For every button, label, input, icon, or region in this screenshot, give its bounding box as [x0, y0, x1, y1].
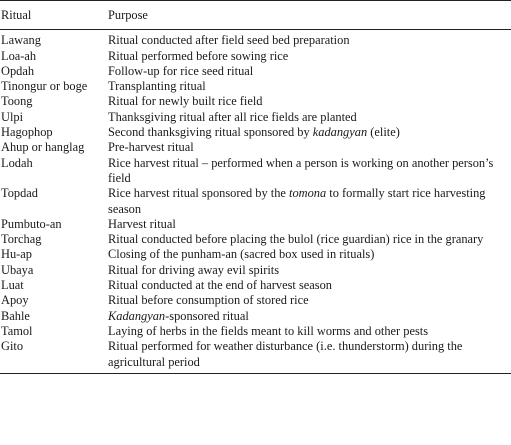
ritual-purpose-cell: [108, 186, 511, 217]
purpose-text: -sponsored ritual: [165, 308, 249, 323]
ritual-name-cell: Lawang: [1, 33, 41, 48]
ritual-purpose-cell: [108, 140, 511, 155]
purpose-text: Ritual before consumption of stored rice: [108, 293, 309, 308]
header-row: [0, 1, 511, 30]
ritual-purpose-cell: [108, 339, 511, 373]
purpose-text: Pre-harvest ritual: [108, 140, 194, 155]
table-row: [0, 186, 511, 217]
table-row: [0, 125, 511, 140]
table-row: [0, 309, 511, 324]
ritual-purpose-cell: [108, 125, 511, 140]
purpose-text: Thanksgiving ritual after all rice fields are planted: [108, 109, 357, 124]
ritual-purpose-cell: [108, 263, 511, 278]
ritual-name-cell: Hagophop: [1, 125, 53, 140]
ritual-name-cell: Lodah: [1, 155, 33, 170]
purpose-text: Ritual performed before sowing rice: [108, 48, 289, 63]
purpose-text: Laying of herbs in the fields meant to kill worms and other pests: [108, 323, 429, 338]
ritual-name-cell: Torchag: [1, 232, 42, 247]
table-header: [0, 1, 511, 30]
ritual-name-cell: Topdad: [1, 186, 38, 201]
ritual-name-cell: Opdah: [1, 63, 35, 78]
table-row: [0, 293, 511, 308]
table-row: [0, 110, 511, 125]
ritual-name-cell: Pumbuto-an: [1, 216, 62, 231]
ritual-name-cell: Toong: [1, 94, 33, 109]
purpose-text: Rice harvest ritual sponsored by the: [108, 186, 289, 201]
ritual-name-cell: Loa-ah: [1, 48, 37, 63]
table-row: [0, 30, 511, 49]
table-row: [0, 263, 511, 278]
table-row: [0, 278, 511, 293]
italic-term: Kadangyan: [108, 308, 166, 323]
ritual-purpose-cell: [108, 217, 511, 232]
purpose-text: Closing of the punham-an (sacred box used in rituals): [108, 247, 375, 262]
purpose-text: Transplanting ritual: [108, 79, 206, 94]
table-row: [0, 79, 511, 94]
table-row: [0, 49, 511, 64]
purpose-text: (elite): [367, 125, 400, 140]
table-row: [0, 339, 511, 373]
italic-term: tomona: [289, 186, 327, 201]
table-body: [0, 30, 511, 374]
italic-term: kadangyan: [312, 125, 368, 140]
ritual-purpose-cell: [108, 110, 511, 125]
table-row: [0, 156, 511, 187]
purpose-text: Ritual for driving away evil spirits: [108, 262, 280, 277]
ritual-purpose-cell: [108, 79, 511, 94]
ritual-name-cell: Ahup or hanglag: [1, 140, 85, 155]
ritual-purpose-cell: [108, 247, 511, 262]
table-row: [0, 140, 511, 155]
purpose-text: Rice harvest ritual – performed when a person is working on another person’s field: [108, 155, 494, 185]
purpose-text: Follow-up for rice seed ritual: [108, 63, 254, 78]
ritual-purpose-cell: [108, 293, 511, 308]
table-row: [0, 324, 511, 339]
ritual-purpose-cell: [108, 156, 511, 187]
ritual-name-cell: Tamol: [1, 323, 33, 338]
ritual-purpose-cell: [108, 309, 511, 324]
purpose-text: Harvest ritual: [108, 216, 176, 231]
ritual-purpose-cell: [108, 49, 511, 64]
table-row: [0, 64, 511, 79]
ritual-purpose-cell: [108, 232, 511, 247]
ritual-name-cell: Gito: [0, 339, 108, 373]
ritual-name-cell: Ulpi: [1, 109, 24, 124]
purpose-text: to formally start rice harvesting season: [108, 186, 486, 216]
ritual-purpose-cell: [108, 278, 511, 293]
purpose-text: Ritual conducted before placing the bulol (rice guardian) rice in the granary: [108, 232, 484, 247]
ritual-purpose-cell: [108, 324, 511, 339]
ritual-purpose-cell: [108, 64, 511, 79]
purpose-text: Ritual conducted after field seed bed preparation: [108, 33, 350, 48]
ritual-name-cell: Luat: [1, 278, 24, 293]
ritual-name-cell: Hu-ap: [1, 247, 32, 262]
purpose-text: Ritual conducted at the end of harvest season: [108, 278, 332, 293]
table-row: [0, 247, 511, 262]
ritual-purpose-cell: [108, 94, 511, 109]
purpose-text: Ritual for newly built rice field: [108, 94, 263, 109]
header-purpose: Purpose: [108, 1, 511, 30]
table-row: [0, 217, 511, 232]
header-ritual: Ritual: [0, 1, 108, 30]
purpose-text: Second thanksgiving ritual sponsored by: [108, 125, 313, 140]
ritual-name-cell: Tinongur or boge: [1, 79, 88, 94]
purpose-text: Ritual performed for weather disturbance (i.e. thunderstorm) during the agricultural period: [108, 339, 463, 369]
table-row: [0, 94, 511, 109]
table-row: [0, 232, 511, 247]
ritual-purpose-cell: [108, 30, 511, 49]
ritual-name-cell: Bahle: [1, 308, 30, 323]
ritual-name-cell: Apoy: [1, 293, 29, 308]
ritual-name-cell: Ubaya: [1, 262, 34, 277]
